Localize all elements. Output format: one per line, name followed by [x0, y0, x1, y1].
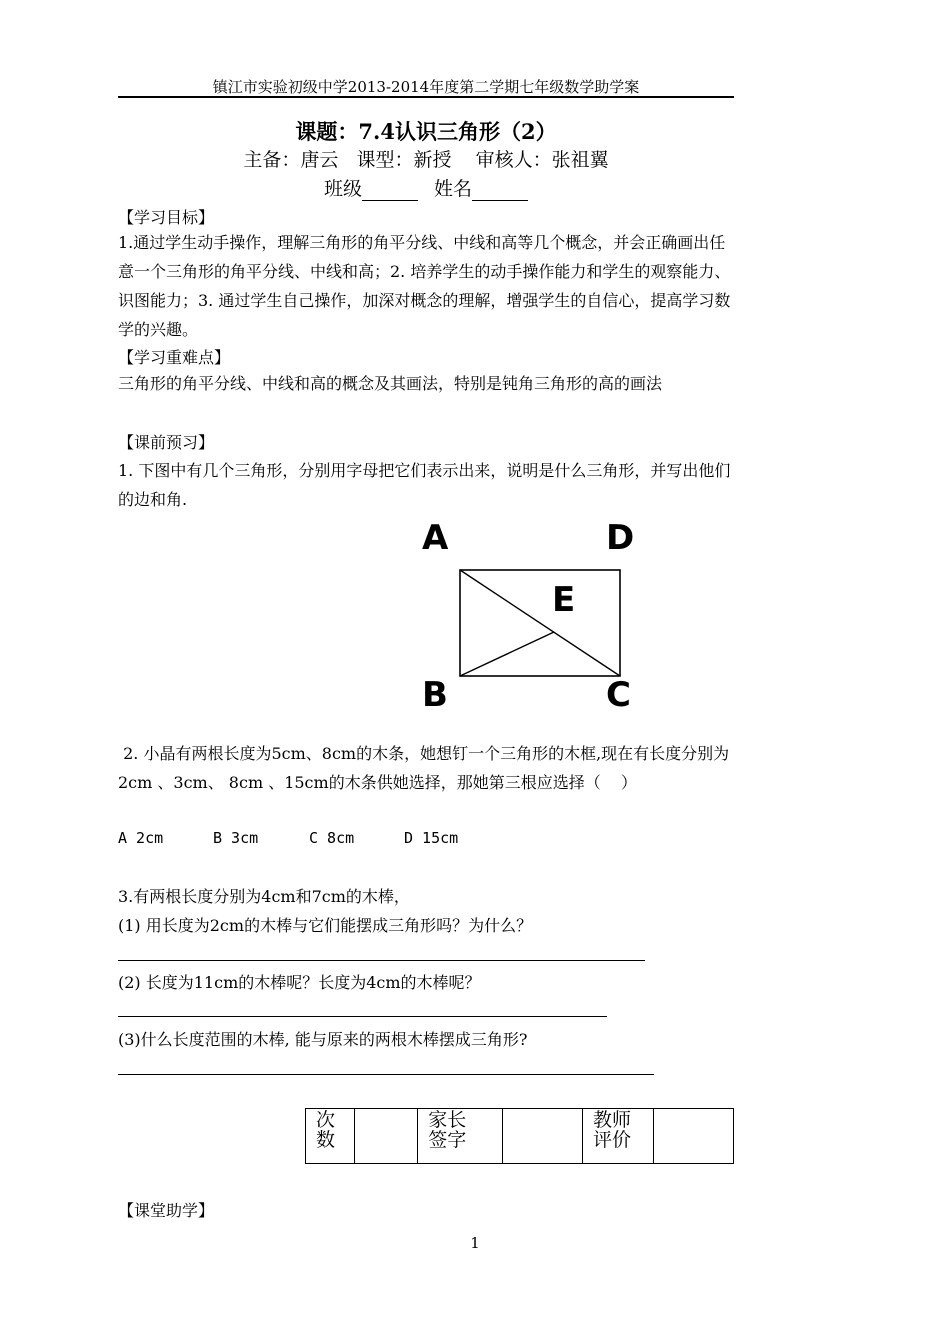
page-number: 1	[470, 1234, 480, 1252]
evaluation-row	[306, 1109, 734, 1164]
q2-text: 2. 小晶有两根长度为5cm、8cm的木条，她想钉一个三角形的木框,现在有长度分别为2cm 、3cm、 8cm 、15cm的木条供她选择，那她第三根应选择（ ）	[118, 744, 730, 792]
label-d: D	[606, 518, 635, 558]
lesson-meta: 主备：唐云 课型：新授 审核人：张祖翼	[243, 149, 609, 171]
label-e: E	[552, 580, 576, 620]
key-points-text: 三角形的角平分线、中线和高的概念及其画法，特别是钝角三角形的高的画法	[118, 374, 663, 393]
q3-part1: (1) 用长度为2cm的木棒与它们能摆成三角形吗？为什么？	[118, 916, 533, 935]
name-label: 姓名	[434, 178, 473, 200]
q3-part3: (3)什么长度范围的木棒, 能与原来的两根木棒摆成三角形?	[118, 1030, 528, 1049]
q3-answer-line-2[interactable]	[118, 1016, 607, 1017]
objectives-text: 1.通过学生动手操作，理解三角形的角平分线、中线和高等几个概念，并会正确画出任意一个三角形的角平分线、中线和高；2. 培养学生的动手操作能力和学生的观察能力、识图能力；3. 通过学生自己操作，加深对概念的理解，增强学生的自信心，提高学习数学的兴趣。	[118, 233, 731, 339]
header-rule	[118, 96, 734, 98]
times-label: 次数	[316, 1109, 336, 1151]
parent-signature-cell[interactable]	[503, 1109, 583, 1164]
classroom-heading: 【课堂助学】	[118, 1201, 215, 1220]
times-value-cell[interactable]	[355, 1109, 418, 1164]
evaluation-table	[305, 1108, 734, 1164]
segment-be	[460, 632, 554, 676]
q2-option-b: B 3cm	[213, 829, 259, 847]
times-label-cell	[306, 1109, 355, 1164]
preview-heading: 【课前预习】	[118, 433, 215, 452]
teacher-evaluation-cell[interactable]	[653, 1109, 733, 1164]
teacher-label-cell	[583, 1109, 654, 1164]
diagonal-ac	[460, 570, 620, 676]
label-a: A	[422, 518, 449, 558]
q2-option-d: D 15cm	[404, 829, 459, 847]
class-label: 班级	[323, 178, 362, 200]
q2-option-c: C 8cm	[309, 829, 355, 847]
key-points-heading: 【学习重难点】	[118, 348, 231, 367]
teacher-label: 教师评价	[593, 1109, 632, 1151]
running-head: 镇江市实验初级中学2013-2014年度第二学期七年级数学助学案	[212, 78, 640, 96]
q3-intro: 3.有两根长度分别为4cm和7cm的木棒，	[118, 887, 410, 906]
q3-answer-line-3[interactable]	[118, 1074, 654, 1075]
parent-label: 家长签字	[428, 1109, 467, 1151]
rectangle-figure	[455, 565, 625, 680]
q1-text: 1. 下图中有几个三角形，分别用字母把它们表示出来，说明是什么三角形，并写出他们的边和角.	[118, 461, 731, 509]
q3-answer-line-1[interactable]	[118, 960, 645, 961]
q2-option-a: A 2cm	[118, 829, 164, 847]
class-blank[interactable]	[362, 181, 418, 201]
q3-part2: (2) 长度为11cm的木棒呢？长度为4cm的木棒呢？	[118, 973, 481, 992]
parent-label-cell	[418, 1109, 503, 1164]
name-blank[interactable]	[472, 181, 528, 201]
class-name-line	[118, 174, 734, 201]
label-b: B	[422, 675, 448, 715]
objectives-heading: 【学习目标】	[118, 208, 215, 227]
label-c: C	[606, 675, 631, 715]
page-title: 课题：7.4认识三角形（2）	[295, 119, 557, 144]
